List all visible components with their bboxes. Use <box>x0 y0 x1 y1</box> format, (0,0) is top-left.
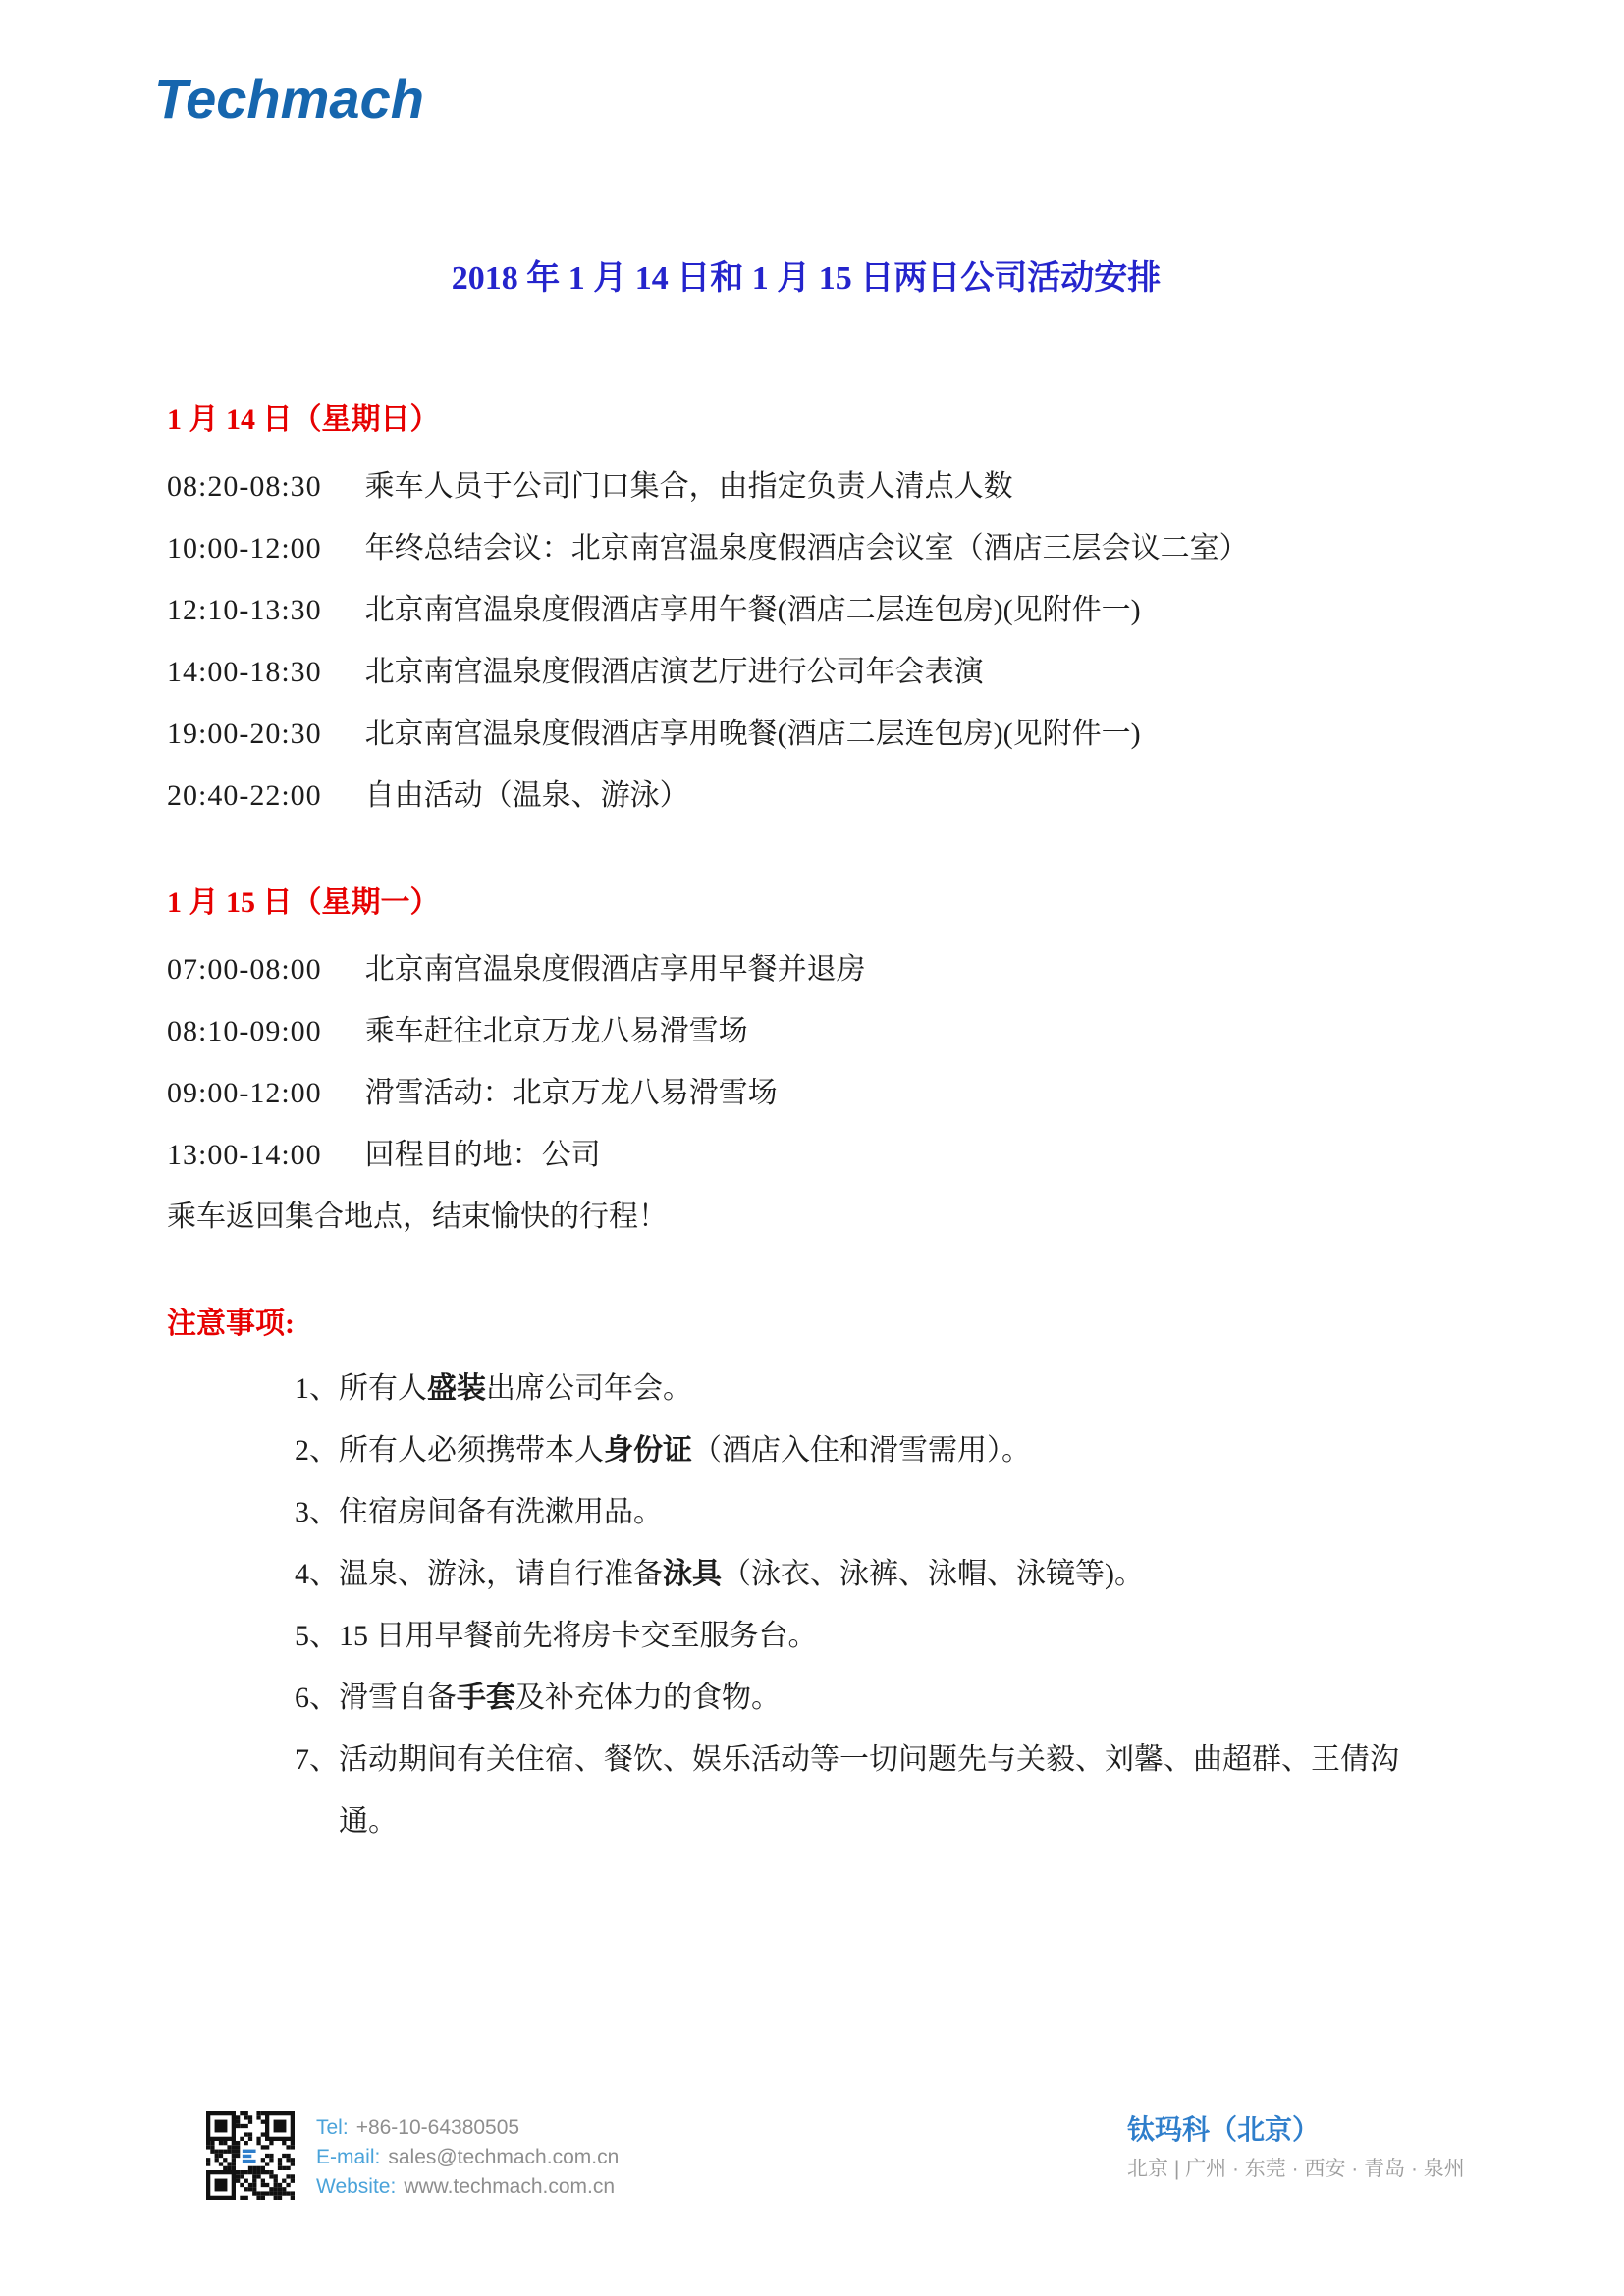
note-text: 所有人 <box>339 1372 427 1405</box>
schedule-item <box>167 938 1445 1000</box>
note-emphasis: 盛装 <box>427 1372 486 1405</box>
page-title: 2018 年 1 月 14 日和 1 月 15 日两日公司活动安排 <box>451 260 1162 296</box>
note-number: 3、 <box>295 1496 339 1528</box>
note-number: 2、 <box>295 1434 339 1467</box>
note-text: 15 日用早餐前先将房卡交至服务台。 <box>339 1620 818 1652</box>
schedule-time: 19:00-20:30 <box>167 718 322 750</box>
schedule-time: 08:20-08:30 <box>167 470 322 503</box>
contact-line <box>316 2172 619 2202</box>
note-text: （酒店入住和滑雪需用）。 <box>692 1434 1031 1467</box>
schedule-time: 08:10-09:00 <box>167 1015 322 1047</box>
note-item <box>295 1667 1445 1729</box>
note-text: 活动期间有关住宿、餐饮、娱乐活动等一切问题先与关毅、刘馨、曲超群、王倩沟通。 <box>339 1743 1399 1838</box>
note-emphasis: 泳具 <box>663 1558 722 1590</box>
schedule-item <box>167 455 1445 517</box>
contact-label: Tel: <box>316 2116 349 2139</box>
day1-schedule-list <box>167 455 1445 827</box>
schedule-description: 乘车赶往北京万龙八易滑雪场 <box>364 1015 748 1047</box>
contact-info <box>316 2113 619 2202</box>
schedule-time: 20:40-22:00 <box>167 779 322 812</box>
schedule-description: 北京南宫温泉度假酒店享用早餐并退房 <box>364 953 866 986</box>
company-cities: 北京 | 广州 · 东莞 · 西安 · 青岛 · 泉州 <box>1127 2158 1465 2180</box>
qr-code-icon <box>206 2111 295 2200</box>
company-block <box>1127 2113 1465 2184</box>
schedule-item <box>167 641 1445 703</box>
note-item <box>295 1543 1445 1605</box>
schedule-time: 09:00-12:00 <box>167 1077 322 1109</box>
note-item <box>295 1358 1445 1419</box>
schedule-description: 北京南宫温泉度假酒店享用晚餐(酒店二层连包房)(见附件一) <box>364 718 1141 750</box>
note-emphasis: 身份证 <box>604 1434 692 1467</box>
schedule-description: 乘车人员于公司门口集合，由指定负责人清点人数 <box>364 470 1013 503</box>
note-text: 及补充体力的食物。 <box>515 1682 781 1714</box>
notes-heading: 注意事项: <box>167 1308 295 1340</box>
note-item <box>295 1605 1445 1667</box>
schedule-time: 13:00-14:00 <box>167 1139 322 1171</box>
note-text: 所有人必须携带本人 <box>339 1434 604 1467</box>
note-number: 4、 <box>295 1558 339 1590</box>
schedule-description: 北京南宫温泉度假酒店享用午餐(酒店二层连包房)(见附件一) <box>364 594 1141 626</box>
day2-schedule-list <box>167 938 1445 1186</box>
note-emphasis: 手套 <box>457 1682 515 1714</box>
note-text: 出席公司年会。 <box>486 1372 692 1405</box>
note-number: 5、 <box>295 1620 339 1652</box>
note-item <box>295 1481 1445 1543</box>
contact-value: sales@techmach.com.cn <box>388 2146 620 2168</box>
schedule-item <box>167 1000 1445 1062</box>
schedule-item <box>167 1124 1445 1186</box>
note-number: 7、 <box>295 1743 339 1776</box>
contact-label: E-mail: <box>316 2146 381 2168</box>
schedule-description: 自由活动（温泉、游泳） <box>364 779 689 812</box>
contact-label: Website: <box>316 2175 397 2198</box>
schedule-item <box>167 765 1445 827</box>
note-text: （泳衣、泳裤、泳帽、泳镜等)。 <box>722 1558 1144 1590</box>
contact-value: www.techmach.com.cn <box>404 2175 616 2198</box>
schedule-item <box>167 1062 1445 1124</box>
schedule-time: 07:00-08:00 <box>167 953 322 986</box>
schedule-description: 年终总结会议：北京南宫温泉度假酒店会议室（酒店三层会议二室） <box>364 532 1249 564</box>
schedule-item <box>167 579 1445 641</box>
day2-heading: 1 月 15 日（星期一） <box>167 886 440 919</box>
techmach-logo: Techmach <box>154 68 424 130</box>
note-text: 滑雪自备 <box>339 1682 457 1714</box>
document-body <box>167 257 1445 1852</box>
note-number: 6、 <box>295 1682 339 1714</box>
schedule-time: 14:00-18:30 <box>167 656 322 688</box>
note-number: 1、 <box>295 1372 339 1405</box>
note-text: 住宿房间备有洗漱用品。 <box>339 1496 663 1528</box>
schedule-description: 北京南宫温泉度假酒店演艺厅进行公司年会表演 <box>364 656 984 688</box>
contact-line <box>316 2113 619 2143</box>
schedule-item <box>167 517 1445 579</box>
note-text: 温泉、游泳，请自行准备 <box>339 1558 663 1590</box>
schedule-time: 10:00-12:00 <box>167 532 322 564</box>
note-item <box>295 1419 1445 1481</box>
contact-value: +86-10-64380505 <box>355 2116 520 2139</box>
schedule-description: 回程目的地：公司 <box>364 1139 601 1171</box>
day1-heading: 1 月 14 日（星期日） <box>167 403 440 436</box>
schedule-description: 滑雪活动：北京万龙八易滑雪场 <box>364 1077 778 1109</box>
contact-line <box>316 2143 619 2172</box>
closing-line: 乘车返回集合地点，结束愉快的行程！ <box>167 1201 668 1233</box>
note-item <box>295 1729 1445 1852</box>
company-name: 钛玛科（北京） <box>1127 2114 1321 2145</box>
schedule-time: 12:10-13:30 <box>167 594 322 626</box>
page-footer <box>0 2106 1624 2233</box>
schedule-item <box>167 703 1445 765</box>
notes-list <box>295 1358 1445 1852</box>
